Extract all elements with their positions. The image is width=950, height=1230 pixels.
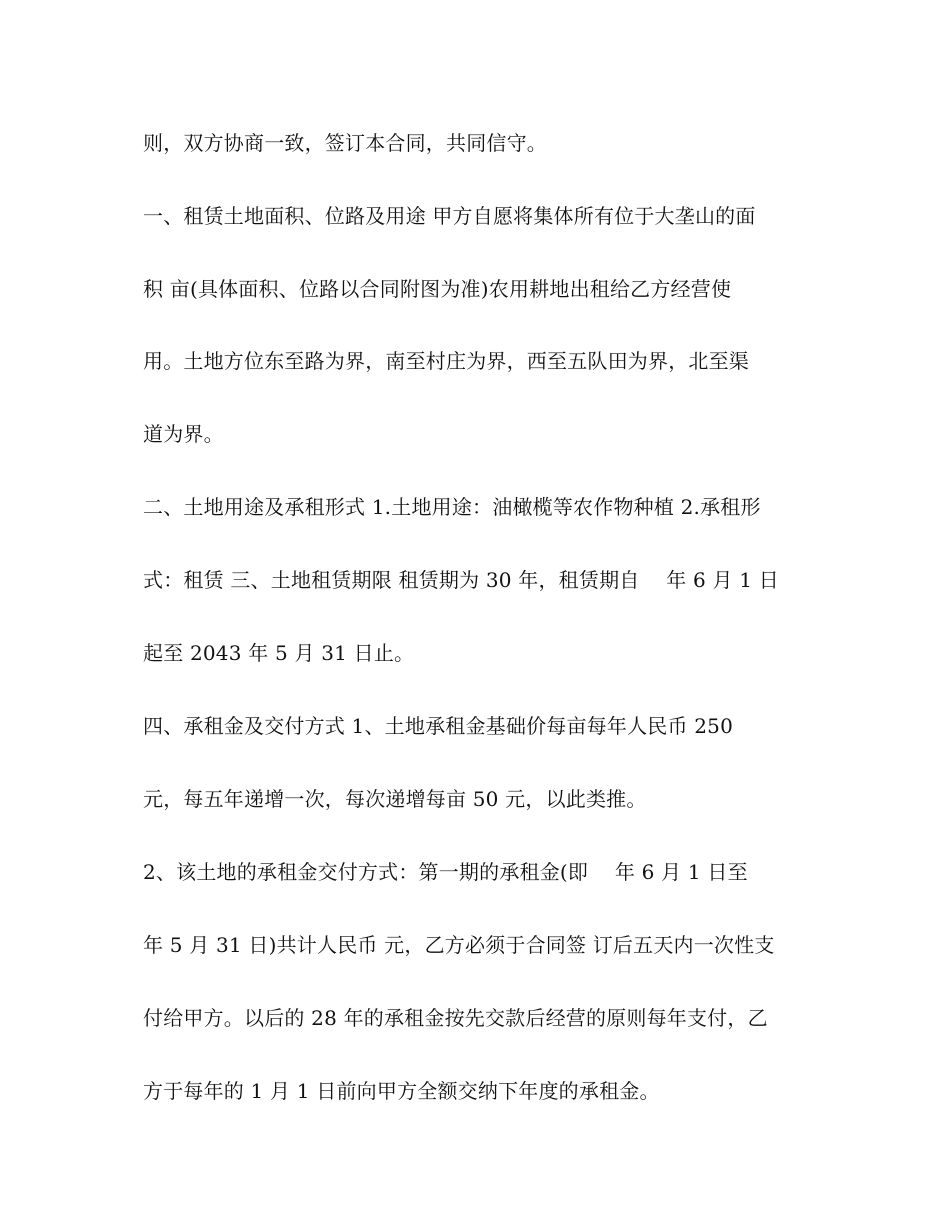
text-line: 方于每年的 1 月 1 日前向甲方全额交纳下年度的承租金。 bbox=[143, 1079, 660, 1103]
text-line: 四、承租金及交付方式 1、土地承租金基础价每亩每年人民币 250 bbox=[143, 714, 734, 738]
text-line: 则，双方协商一致，签订本合同，共同信守。 bbox=[143, 131, 547, 155]
text-line: 道为界。 bbox=[143, 422, 224, 446]
text-line: 年 5 月 31 日)共计人民币 元，乙方必须于合同签 订后五天内一次性支 bbox=[143, 933, 775, 957]
text-line: 元，每五年递增一次，每次递增每亩 50 元，以此类推。 bbox=[143, 787, 647, 811]
text-line: 积 亩(具体面积、位路以合同附图为准)农用耕地出租给乙方经营使 bbox=[143, 277, 732, 301]
text-line: 起至 2043 年 5 月 31 日止。 bbox=[143, 641, 415, 665]
text-line: 2、该土地的承租金交付方式：第一期的承租金(即 年 6 月 1 日至 bbox=[143, 860, 748, 884]
text-line: 付给甲方。以后的 28 年的承租金按先交款后经营的原则每年支付，乙 bbox=[143, 1006, 768, 1030]
text-line: 用。土地方位东至路为界，南至村庄为界，西至五队田为界，北至渠 bbox=[143, 349, 749, 373]
text-line: 式：租赁 三、土地租赁期限 租赁期为 30 年，租赁期自 年 6 月 1 日 bbox=[143, 568, 779, 592]
text-line: 一、租赁土地面积、位路及用途 甲方自愿将集体所有位于大垄山的面 bbox=[143, 204, 756, 228]
text-line: 二、土地用途及承租形式 1.土地用途：油橄榄等农作物种植 2.承租形 bbox=[143, 495, 761, 519]
